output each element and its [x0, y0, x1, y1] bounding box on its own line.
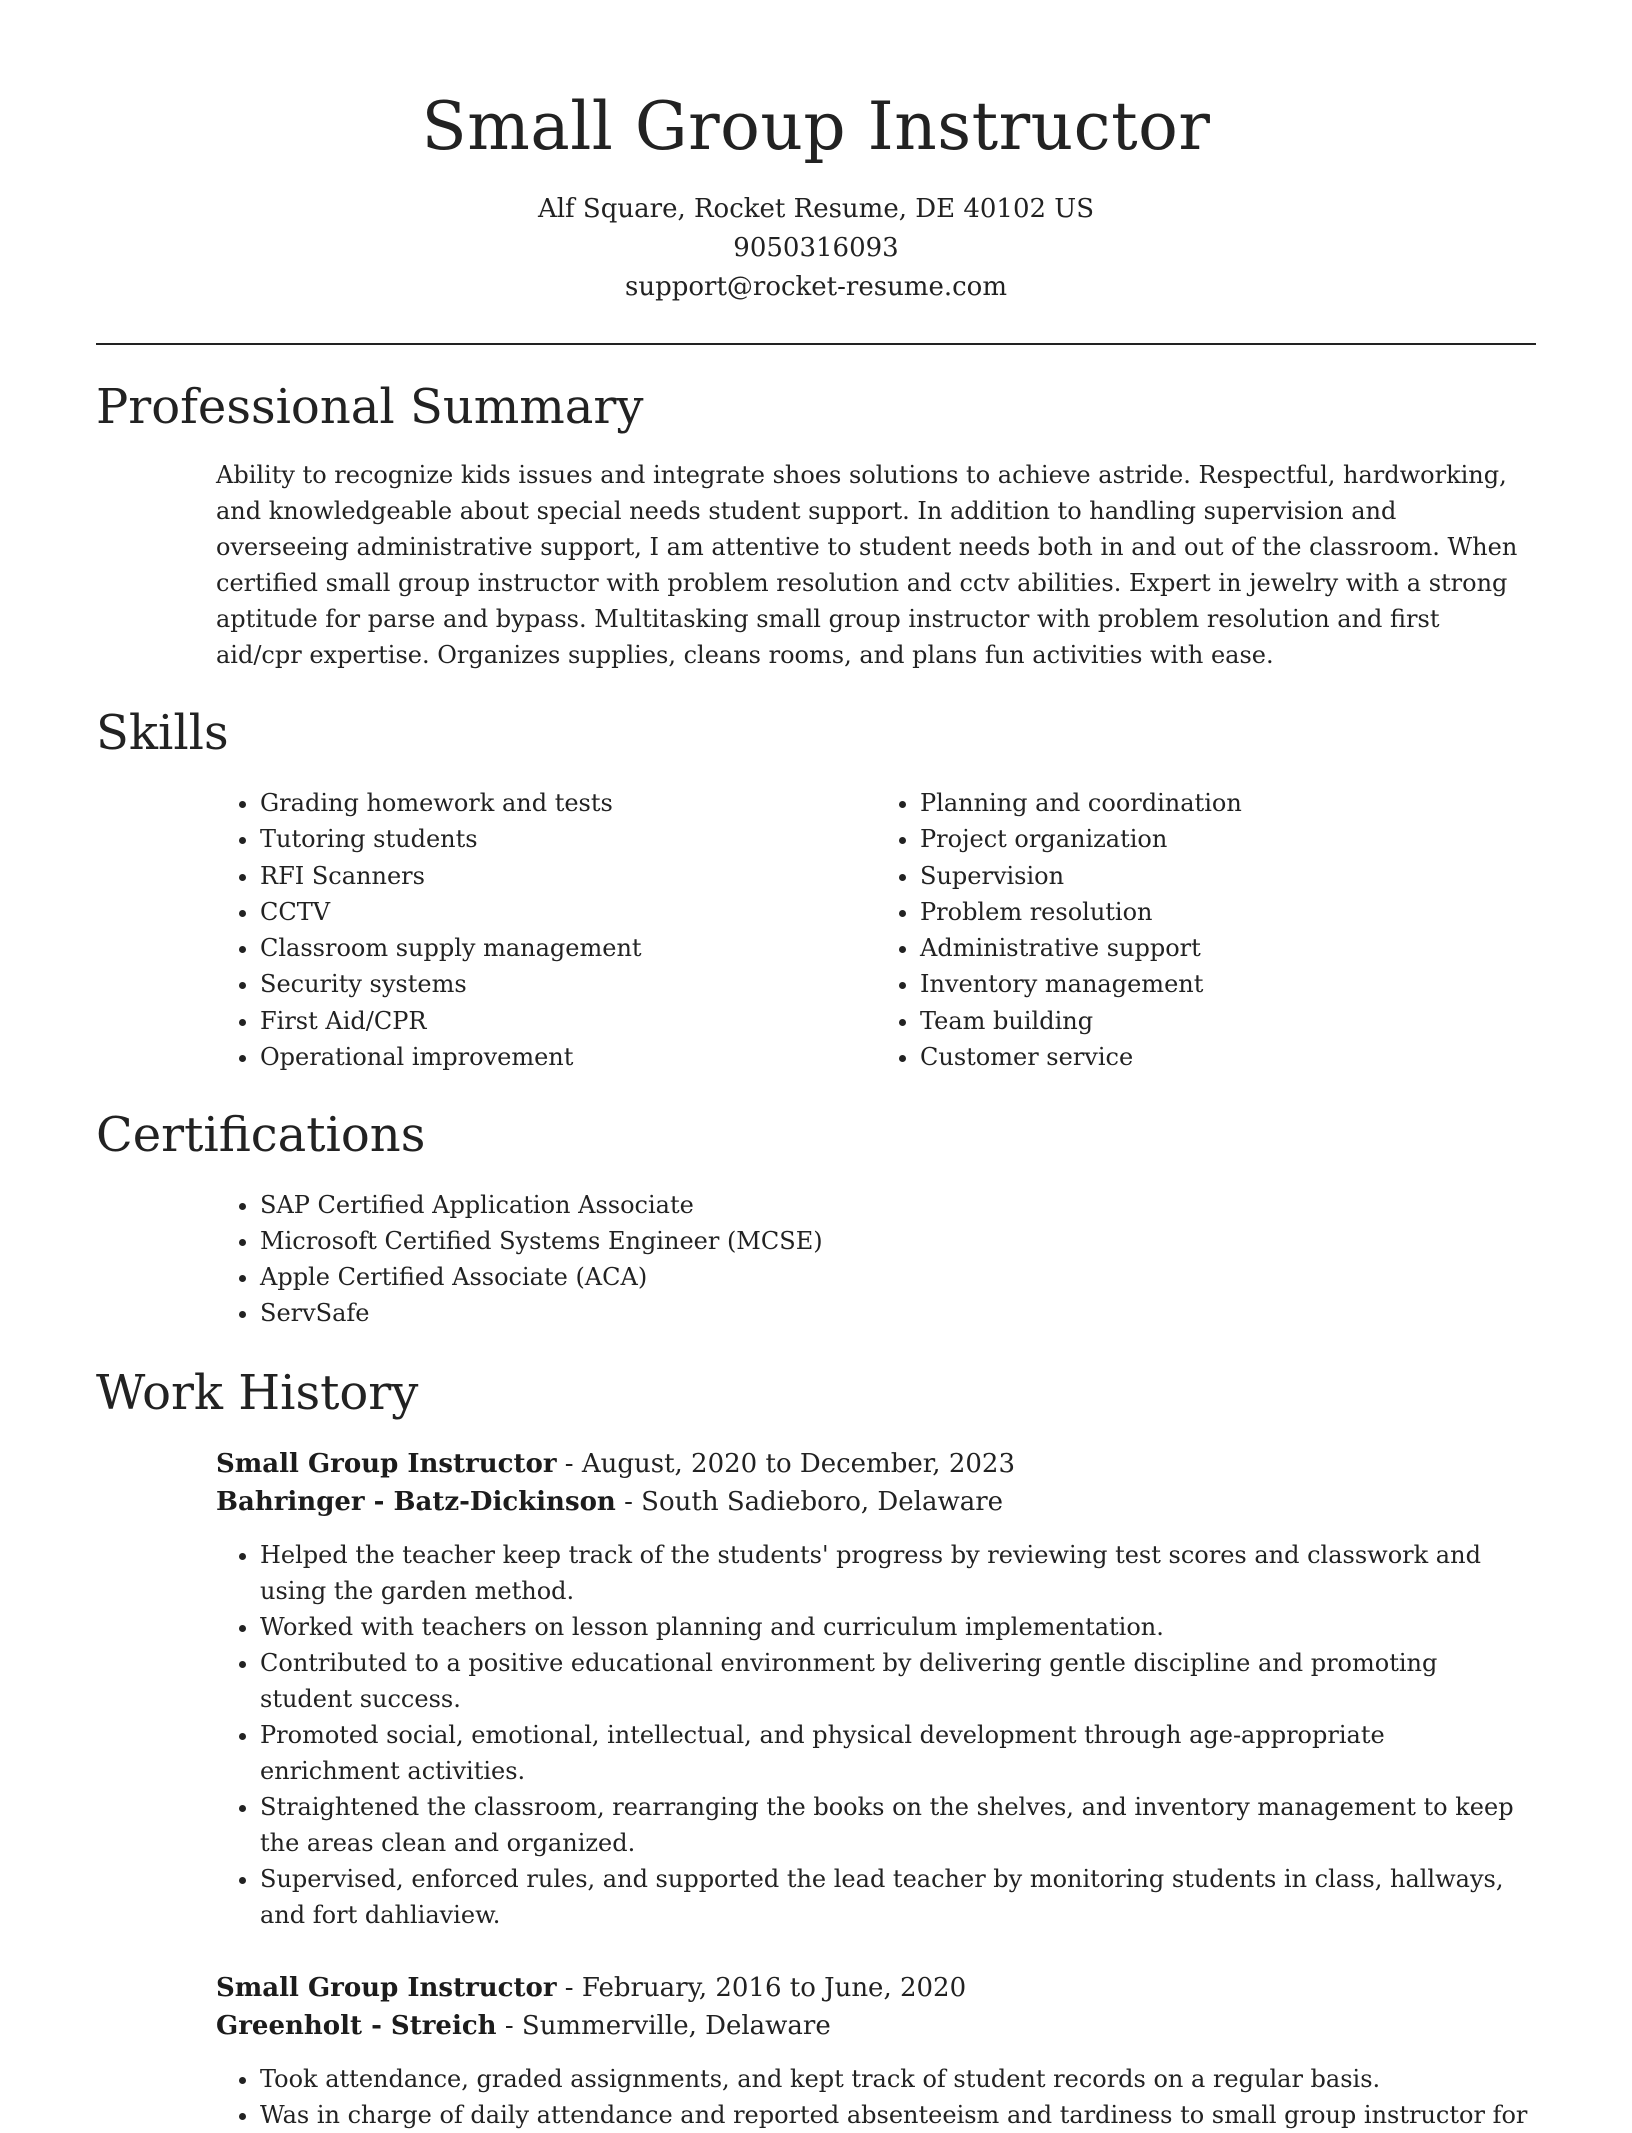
- skill-item: • RFI Scanners: [260, 858, 876, 894]
- job-duty: • Took attendance, graded assignments, and kept track of student records on a regular basis.: [260, 2061, 1536, 2097]
- job-duties-list: [216, 2061, 1536, 2133]
- skill-item: • Operational improvement: [260, 1039, 876, 1075]
- certification-item: • ServSafe: [260, 1295, 1536, 1331]
- job-duties-list: [216, 1537, 1536, 1933]
- job-role: Small Group Instructor: [216, 1449, 557, 1480]
- job-company-line: [216, 2007, 1536, 2045]
- certifications-section: [96, 1105, 1536, 1331]
- job-location: - South Sadieboro, Delaware: [615, 1487, 1004, 1518]
- skills-section: [96, 703, 1536, 1075]
- certification-item: • SAP Certified Application Associate: [260, 1187, 1536, 1223]
- job-duty: • Straightened the classroom, rearranging the books on the shelves, and inventory management to keep the areas clean and organized.: [260, 1789, 1536, 1861]
- job-dates: - February, 2016 to June, 2020: [556, 1973, 967, 2004]
- skill-item: • Administrative support: [920, 930, 1536, 966]
- candidate-title: Small Group Instructor: [421, 88, 1211, 165]
- contact-email: support@rocket-resume.com: [624, 272, 1007, 302]
- skill-item: • Security systems: [260, 966, 876, 1002]
- contact-address: Alf Square, Rocket Resume, DE 40102 US: [537, 194, 1095, 224]
- job-duty: • Promoted social, emotional, intellectual, and physical development through age-appropriate enrichment activities.: [260, 1717, 1536, 1789]
- job-company: Greenholt - Streich: [216, 2011, 497, 2042]
- skill-item: • Customer service: [920, 1039, 1536, 1075]
- job-entry: [216, 1445, 1536, 1933]
- summary-heading: Professional Summary: [96, 379, 644, 435]
- skills-grid: [216, 785, 1536, 1075]
- job-company-line: [216, 1483, 1536, 1521]
- skill-item: • Supervision: [920, 858, 1536, 894]
- job-location: - Summerville, Delaware: [496, 2011, 831, 2042]
- skills-column-left: [216, 785, 876, 1075]
- contact-phone: 9050316093: [733, 233, 899, 263]
- job-dates: - August, 2020 to December, 2023: [556, 1449, 1015, 1480]
- skill-item: • Classroom supply management: [260, 930, 876, 966]
- job-duty: • Contributed to a positive educational environment by delivering gentle discipline and promoting student success.: [260, 1645, 1536, 1717]
- job-duty: • Helped the teacher keep track of the students' progress by reviewing test scores and classwork and using the garden method.: [260, 1537, 1536, 1609]
- job-entry: [216, 1969, 1536, 2133]
- certification-item: • Microsoft Certified Systems Engineer (MCSE): [260, 1223, 1536, 1259]
- skill-item: • First Aid/CPR: [260, 1003, 876, 1039]
- skill-item: • Project organization: [920, 821, 1536, 857]
- job-duty: • Supervised, enforced rules, and supported the lead teacher by monitoring students in class, hallways, and fort dahliaview.: [260, 1861, 1536, 1933]
- summary-text: Ability to recognize kids issues and integrate shoes solutions to achieve astride. Respectful, hardworking, and knowledgeable about special needs student support. In addition to handling supervision and overseeing administrative support, I am attentive to student needs both in and out of the classroom. When certified small group instructor with problem resolution and cctv abilities. Expert in jewelry with a strong aptitude for parse and bypass. Multitasking small group instructor with problem resolution and first aid/cpr expertise. Organizes supplies, cleans rooms, and plans fun activities with ease.: [216, 461, 1518, 669]
- resume-page: [96, 0, 1536, 2133]
- certifications-heading: Certifications: [96, 1107, 426, 1164]
- job-title-line: [216, 1969, 1536, 2007]
- skill-item: • Inventory management: [920, 966, 1536, 1002]
- job-title-line: [216, 1445, 1536, 1483]
- skill-item: • Tutoring students: [260, 821, 876, 857]
- work-history-heading: Work History: [96, 1365, 419, 1422]
- certification-item: • Apple Certified Associate (ACA): [260, 1259, 1536, 1295]
- job-role: Small Group Instructor: [216, 1973, 557, 2004]
- summary-section: [96, 377, 1536, 673]
- skill-item: • Team building: [920, 1003, 1536, 1039]
- skills-heading: Skills: [96, 705, 229, 761]
- certifications-list: [216, 1187, 1536, 1331]
- skill-item: • Problem resolution: [920, 894, 1536, 930]
- skill-item: • Grading homework and tests: [260, 785, 876, 821]
- work-history-section: [96, 1363, 1536, 2133]
- skills-column-right: [876, 785, 1536, 1075]
- job-duty: • Worked with teachers on lesson planning and curriculum implementation.: [260, 1609, 1536, 1645]
- job-company: Bahringer - Batz-Dickinson: [216, 1487, 616, 1518]
- job-duty: • Was in charge of daily attendance and reported absenteeism and tardiness to small group instructor for: [260, 2097, 1536, 2133]
- resume-header: [96, 0, 1536, 307]
- header-divider: [96, 343, 1536, 345]
- skill-item: • Planning and coordination: [920, 785, 1536, 821]
- skill-item: • CCTV: [260, 894, 876, 930]
